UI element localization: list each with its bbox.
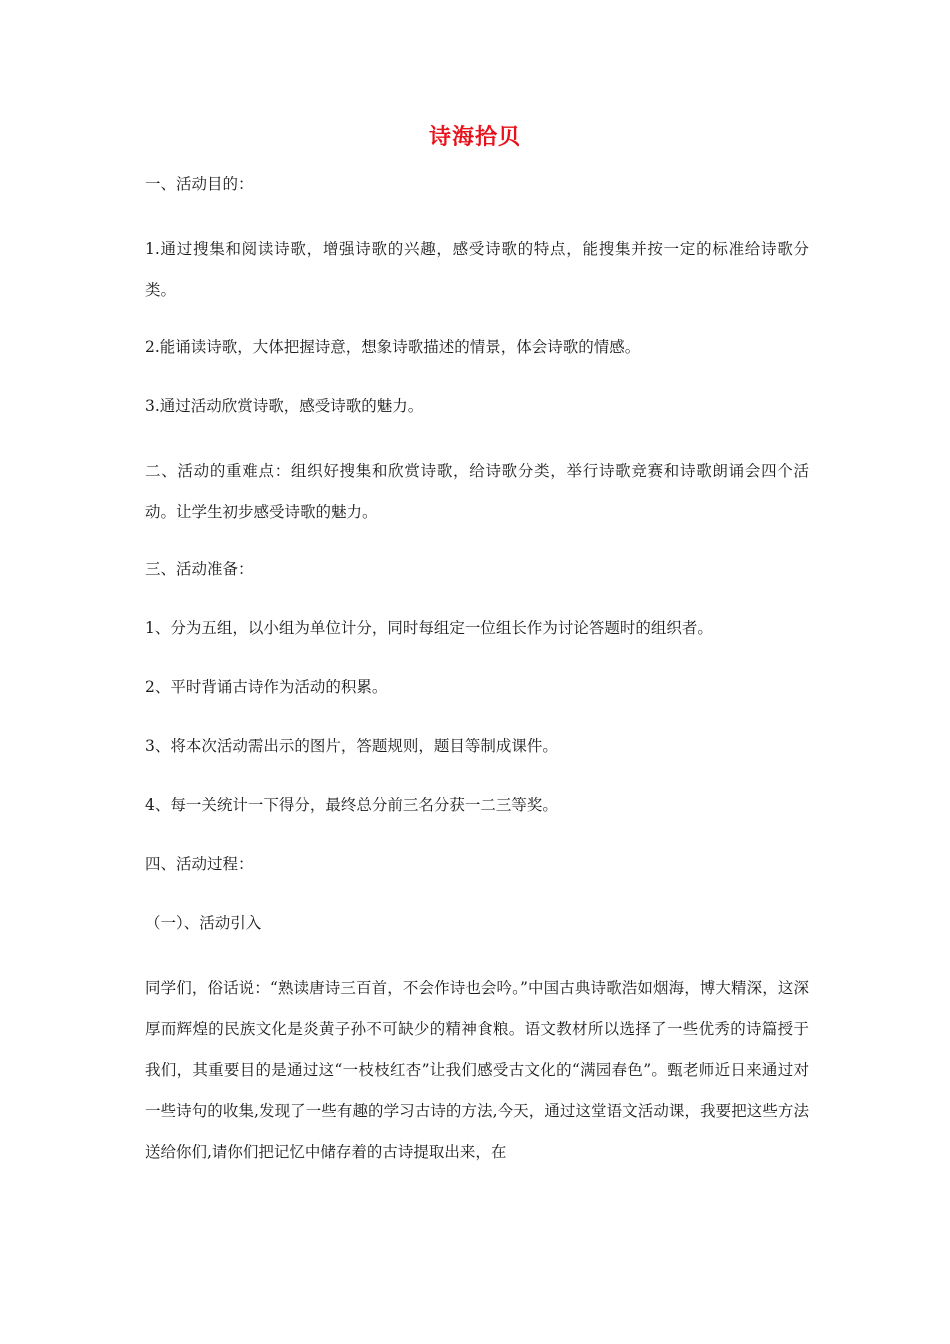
purpose-item-3: 3.通过活动欣赏诗歌，感受诗歌的魅力。 [145,397,424,415]
purpose-item-2: 2.能诵读诗歌，大体把握诗意，想象诗歌描述的情景，体会诗歌的情感。 [145,338,641,356]
document-body [145,170,809,1203]
preparation-item-4: 4、每一关统计一下得分，最终总分前三名分获一二三等奖。 [145,796,558,814]
section-heading-purpose: 一、活动目的： [145,175,254,193]
preparation-item-3: 3、将本次活动需出示的图片，答题规则，题目等制成课件。 [145,737,558,755]
preparation-item-2: 2、平时背诵古诗作为活动的积累。 [145,678,388,696]
preparation-item-1: 1、分为五组，以小组为单位计分，同时每组定一位组长作为讨论答题时的组织者。 [145,619,713,637]
document-title: 诗海拾贝 [428,125,521,150]
intro-paragraph: 同学们，俗话说：“熟读唐诗三百首，不会作诗也会吟。”中国古典诗歌浩如烟海，博大精深，这深厚而辉煌的民族文化是炎黄子孙不可缺少的精神食粮。语文教材所以选择了一些优秀的诗篇授于我们，其重要目的是通过这“一枝枝红杏”让我们感受古文化的“满园春色”。甄老师近日来通过对一些诗句的收集,发现了一些有趣的学习古诗的方法,今天，通过这堂语文活动课，我要把这些方法送给你们,请你们把记忆中储存着的古诗提取出来，在 [145,979,809,1161]
section-heading-preparation: 三、活动准备： [145,560,254,578]
purpose-item-1: 1.通过搜集和阅读诗歌，增强诗歌的兴趣，感受诗歌的特点，能搜集并按一定的标准给诗歌分类。 [145,240,809,299]
subsection-heading-intro: （一）、活动引入 [145,914,262,932]
section-heading-process: 四、活动过程： [145,855,254,873]
section-key-points: 二、活动的重难点：组织好搜集和欣赏诗歌，给诗歌分类，举行诗歌竞赛和诗歌朗诵会四个活动。让学生初步感受诗歌的魅力。 [145,462,809,521]
